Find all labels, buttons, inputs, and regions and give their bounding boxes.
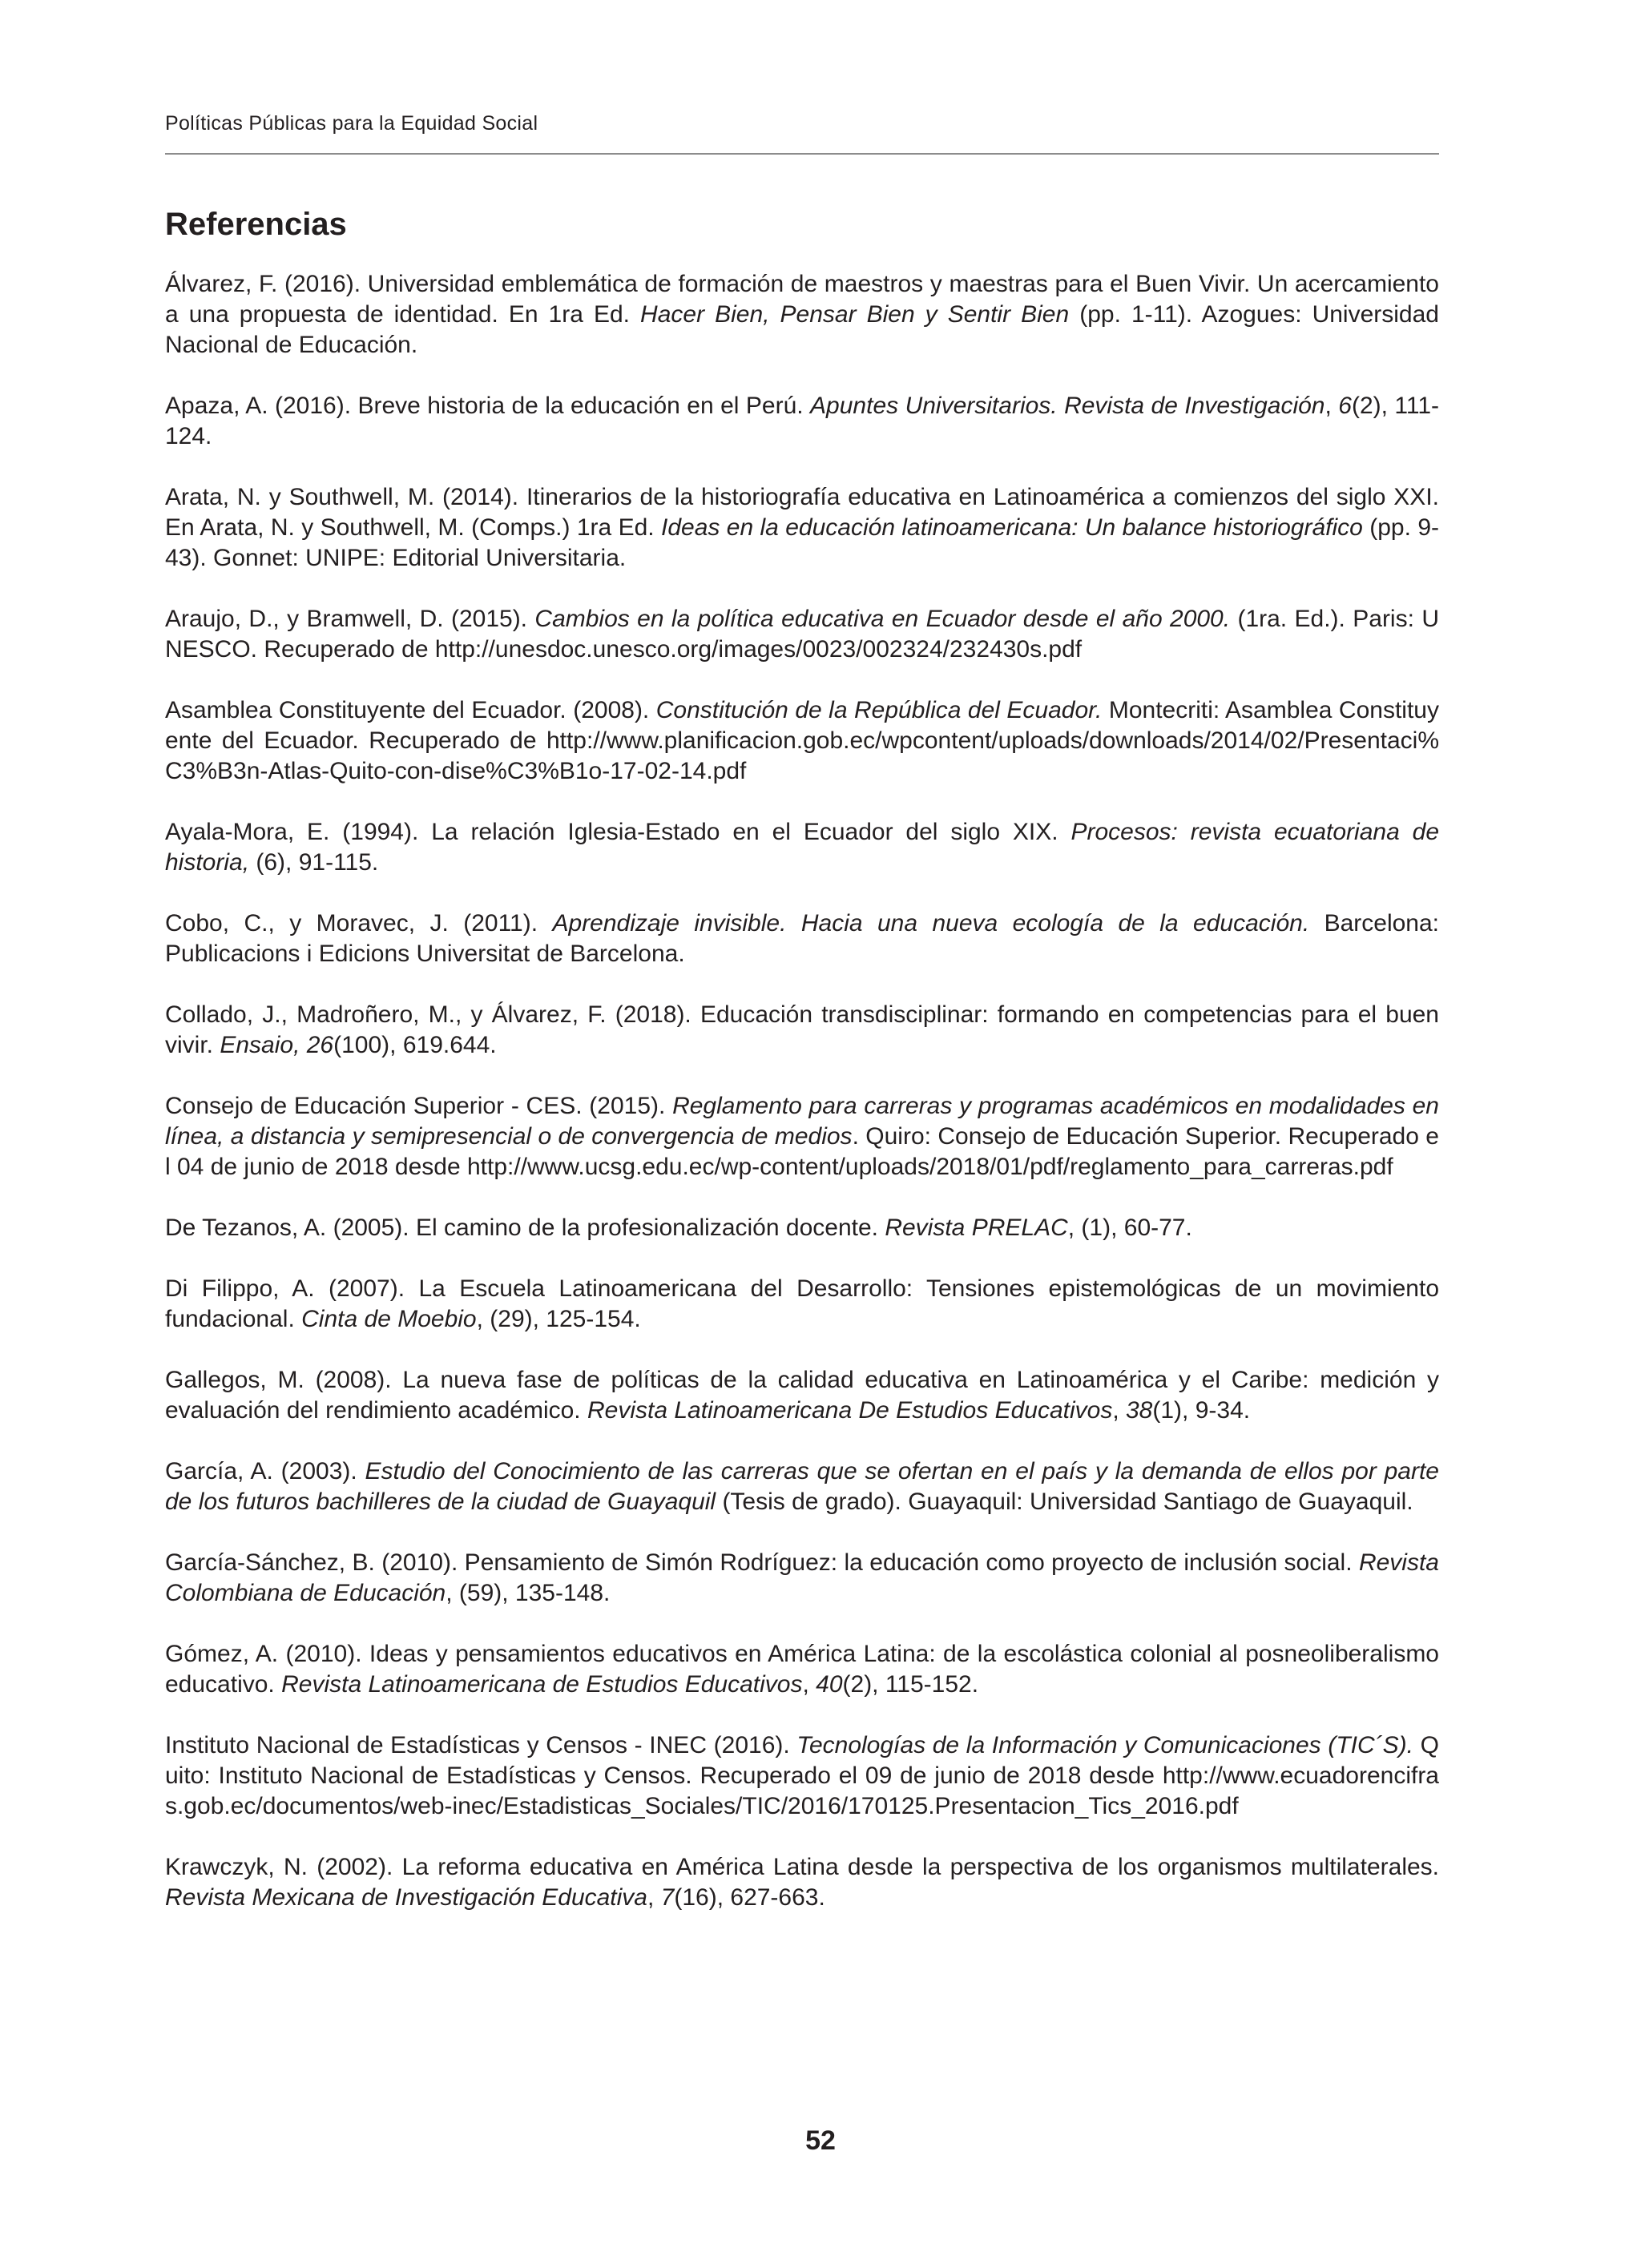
reference-entry: Araujo, D., y Bramwell, D. (2015). Cambios en la política educativa en Ecuador desde el año 2000. (1ra. Ed.). Paris: UNESCO. Recuperado de http://unesdoc.unesco.org/images/0023/002324/232430s.pdf xyxy=(165,606,1439,663)
reference-entry: Asamblea Constituyente del Ecuador. (2008). Constitución de la República del Ecuador. Montecriti: Asamblea Constituyente del Ecuador. Recuperado de http://www.planificacion.gob.ec/wpcontent/uploads/downloads/2014/02/Presentaci%C3%B3n-Atlas-Quito-con-dise%C3%B1o-17-02-14.pdf xyxy=(165,697,1439,784)
reference-list xyxy=(165,269,1439,1944)
reference-entry: Álvarez, F. (2016). Universidad emblemática de formación de maestros y maestras para el Buen Vivir. Un acercamiento a una propuesta de identidad. En 1ra Ed. Hacer Bien, Pensar Bien y Sentir Bien (pp. 1-11). Azogues: Universidad Nacional de Educación. xyxy=(165,271,1439,358)
reference-entry: García, A. (2003). Estudio del Conocimiento de las carreras que se ofertan en el país y la demanda de ellos por parte de los futuros bachilleres de la ciudad de Guayaquil (Tesis de grado). Guayaquil: Universidad Santiago de Guayaquil. xyxy=(165,1458,1439,1515)
reference-entry: Cobo, C., y Moravec, J. (2011). Aprendizaje invisible. Hacia una nueva ecología de la educación. Barcelona: Publicacions i Edicions Universitat de Barcelona. xyxy=(165,910,1440,967)
reference-entry: Gómez, A. (2010). Ideas y pensamientos educativos en América Latina: de la escolástica colonial al posneoliberalismo educativo. Revista Latinoamericana de Estudios Educativos, 40(2), 115-152. xyxy=(165,1641,1439,1698)
reference-entry: Krawczyk, N. (2002). La reforma educativa en América Latina desde la perspectiva de los organismos multilaterales. Revista Mexicana de Investigación Educativa, 7(16), 627-663. xyxy=(165,1854,1439,1911)
reference-entry: Di Filippo, A. (2007). La Escuela Latinoamericana del Desarrollo: Tensiones epistemológicas de un movimiento fundacional. Cinta de Moebio, (29), 125-154. xyxy=(165,1275,1439,1332)
page-number: 52 xyxy=(805,2125,836,2156)
reference-entry: Consejo de Educación Superior - CES. (2015). Reglamento para carreras y programas académicos en modalidades en línea, a distancia y semipresencial o de convergencia de medios. Quiro: Consejo de Educación Superior. Recuperado el 04 de junio de 2018 desde http://www.ucsg.edu.ec/wp-content/uploads/2018/01/pdf/reglamento_para_carreras.pdf xyxy=(165,1093,1439,1180)
reference-entry: De Tezanos, A. (2005). El camino de la profesionalización docente. Revista PRELAC, (1), 60-77. xyxy=(165,1215,1192,1241)
reference-entry: Ayala-Mora, E. (1994). La relación Iglesia-Estado en el Ecuador del siglo XIX. Procesos: revista ecuatoriana de historia, (6), 91-115. xyxy=(165,819,1440,876)
reference-entry: Collado, J., Madroñero, M., y Álvarez, F. (2018). Educación transdisciplinar: formando en competencias para el buen vivir. Ensaio, 26(100), 619.644. xyxy=(165,1001,1439,1058)
section-title: Referencias xyxy=(165,207,347,242)
running-header: Políticas Públicas para la Equidad Social xyxy=(165,112,538,135)
reference-entry: Arata, N. y Southwell, M. (2014). Itinerarios de la historiografía educativa en Latinoamérica a comienzos del siglo XXI. En Arata, N. y Southwell, M. (Comps.) 1ra Ed. Ideas en la educación latinoamericana: Un balance historiográfico (pp. 9-43). Gonnet: UNIPE: Editorial Universitaria. xyxy=(165,484,1439,571)
reference-entry: Instituto Nacional de Estadísticas y Censos - INEC (2016). Tecnologías de la Información y Comunicaciones (TIC´S). Quito: Instituto Nacional de Estadísticas y Censos. Recuperado el 09 de junio de 2018 desde http://www.ecuadorencifras.gob.ec/documentos/web-inec/Estadisticas_Sociales/TIC/2016/170125.Presentacion_Tics_2016.pdf xyxy=(165,1732,1439,1819)
reference-entry: Gallegos, M. (2008). La nueva fase de políticas de la calidad educativa en Latinoamérica y el Caribe: medición y evaluación del rendimiento académico. Revista Latinoamericana De Estudios Educativos, 38(1), 9-34. xyxy=(165,1367,1439,1424)
header-divider xyxy=(165,153,1439,155)
reference-entry: Apaza, A. (2016). Breve historia de la educación en el Perú. Apuntes Universitarios. Revista de Investigación, 6(2), 111-124. xyxy=(165,393,1439,449)
reference-entry: García-Sánchez, B. (2010). Pensamiento de Simón Rodríguez: la educación como proyecto de inclusión social. Revista Colombiana de Educación, (59), 135-148. xyxy=(165,1549,1439,1606)
